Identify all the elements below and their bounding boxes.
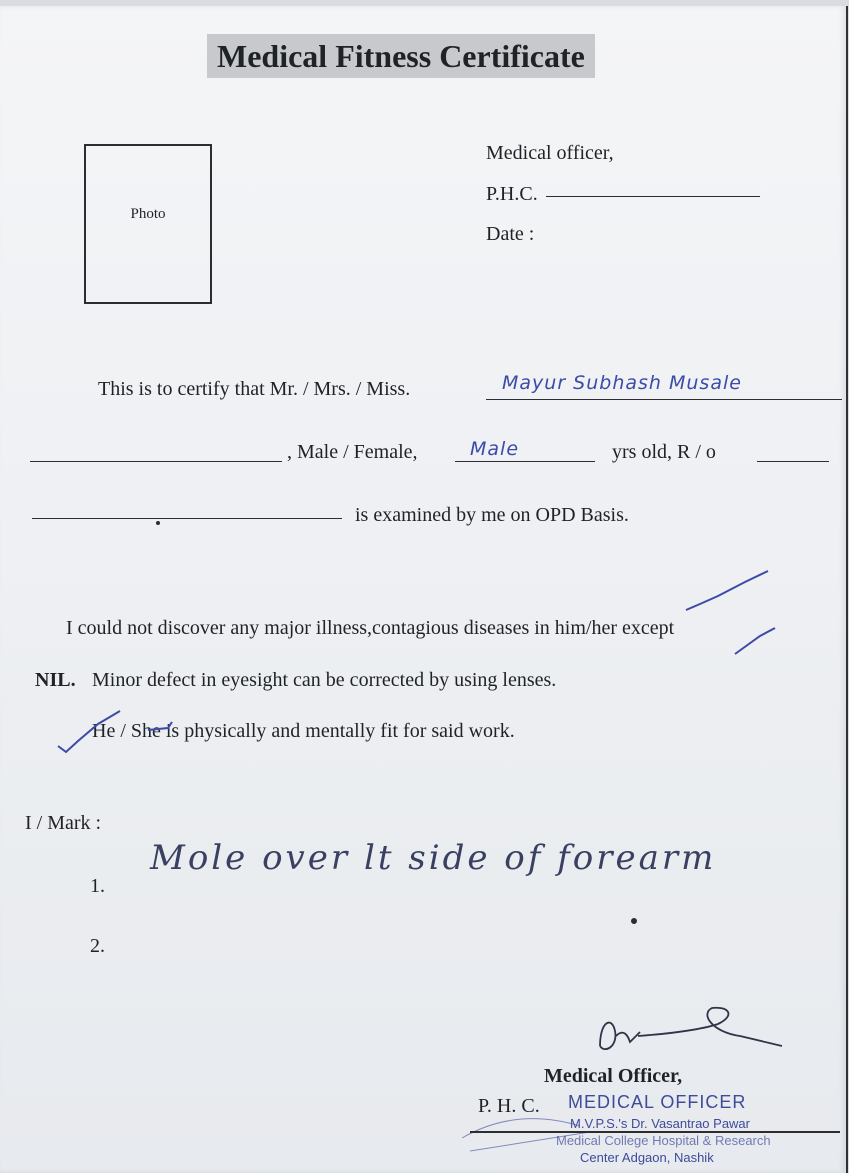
gender-text: , Male / Female, (287, 441, 418, 463)
minor-defect-text: Minor defect in eyesight can be corrected by using lenses. (92, 669, 557, 691)
ink-dot (631, 918, 637, 924)
mark-1-number: 1. (90, 875, 105, 897)
stamp-line-2: Medical College Hospital & Research (556, 1133, 771, 1148)
ink-annotations (0, 6, 846, 1173)
signature-phc-label: P. H. C. (478, 1095, 540, 1117)
ink-dot (156, 521, 160, 525)
age-text: yrs old, R / o (612, 441, 716, 463)
illness-text: I could not discover any major illness,contagious diseases in him/her except (66, 617, 675, 639)
tick-mark-icon (58, 711, 120, 752)
signature-officer-label: Medical Officer, (544, 1065, 683, 1087)
identification-mark-label: I / Mark : (25, 812, 102, 834)
stamp-line-1: M.V.P.S.'s Dr. Vasantrao Pawar (570, 1116, 750, 1131)
date-label: Date : (486, 223, 535, 245)
certify-text: This is to certify that Mr. / Mrs. / Miss. (98, 378, 411, 400)
stamp-line-3: Center Adgaon, Nashik (580, 1150, 714, 1165)
gender-handwritten: Male (470, 438, 520, 460)
strike-she-icon (148, 722, 172, 730)
photo-label: Photo (130, 206, 166, 222)
strike-her-icon (735, 628, 775, 654)
phc-label: P.H.C. (486, 183, 538, 205)
medical-officer-label: Medical officer, (486, 142, 614, 164)
examined-text: is examined by me on OPD Basis. (355, 504, 629, 526)
certificate-title: Medical Fitness Certificate (207, 34, 595, 78)
fit-text: He / She is physically and mentally fit for said work. (92, 720, 515, 742)
nil-label: NIL. (35, 669, 76, 691)
certificate-page (0, 6, 848, 1173)
mark-2-number: 2. (90, 935, 105, 957)
mark-1-handwritten: Mole over lt side of forearm (150, 838, 717, 878)
footer-rule (470, 1131, 840, 1133)
name-handwritten: Mayur Subhash Musale (502, 372, 742, 394)
stamp-title: MEDICAL OFFICER (568, 1092, 747, 1112)
tick-mark-icon (686, 571, 768, 610)
signature-scribble-icon (600, 1008, 782, 1049)
